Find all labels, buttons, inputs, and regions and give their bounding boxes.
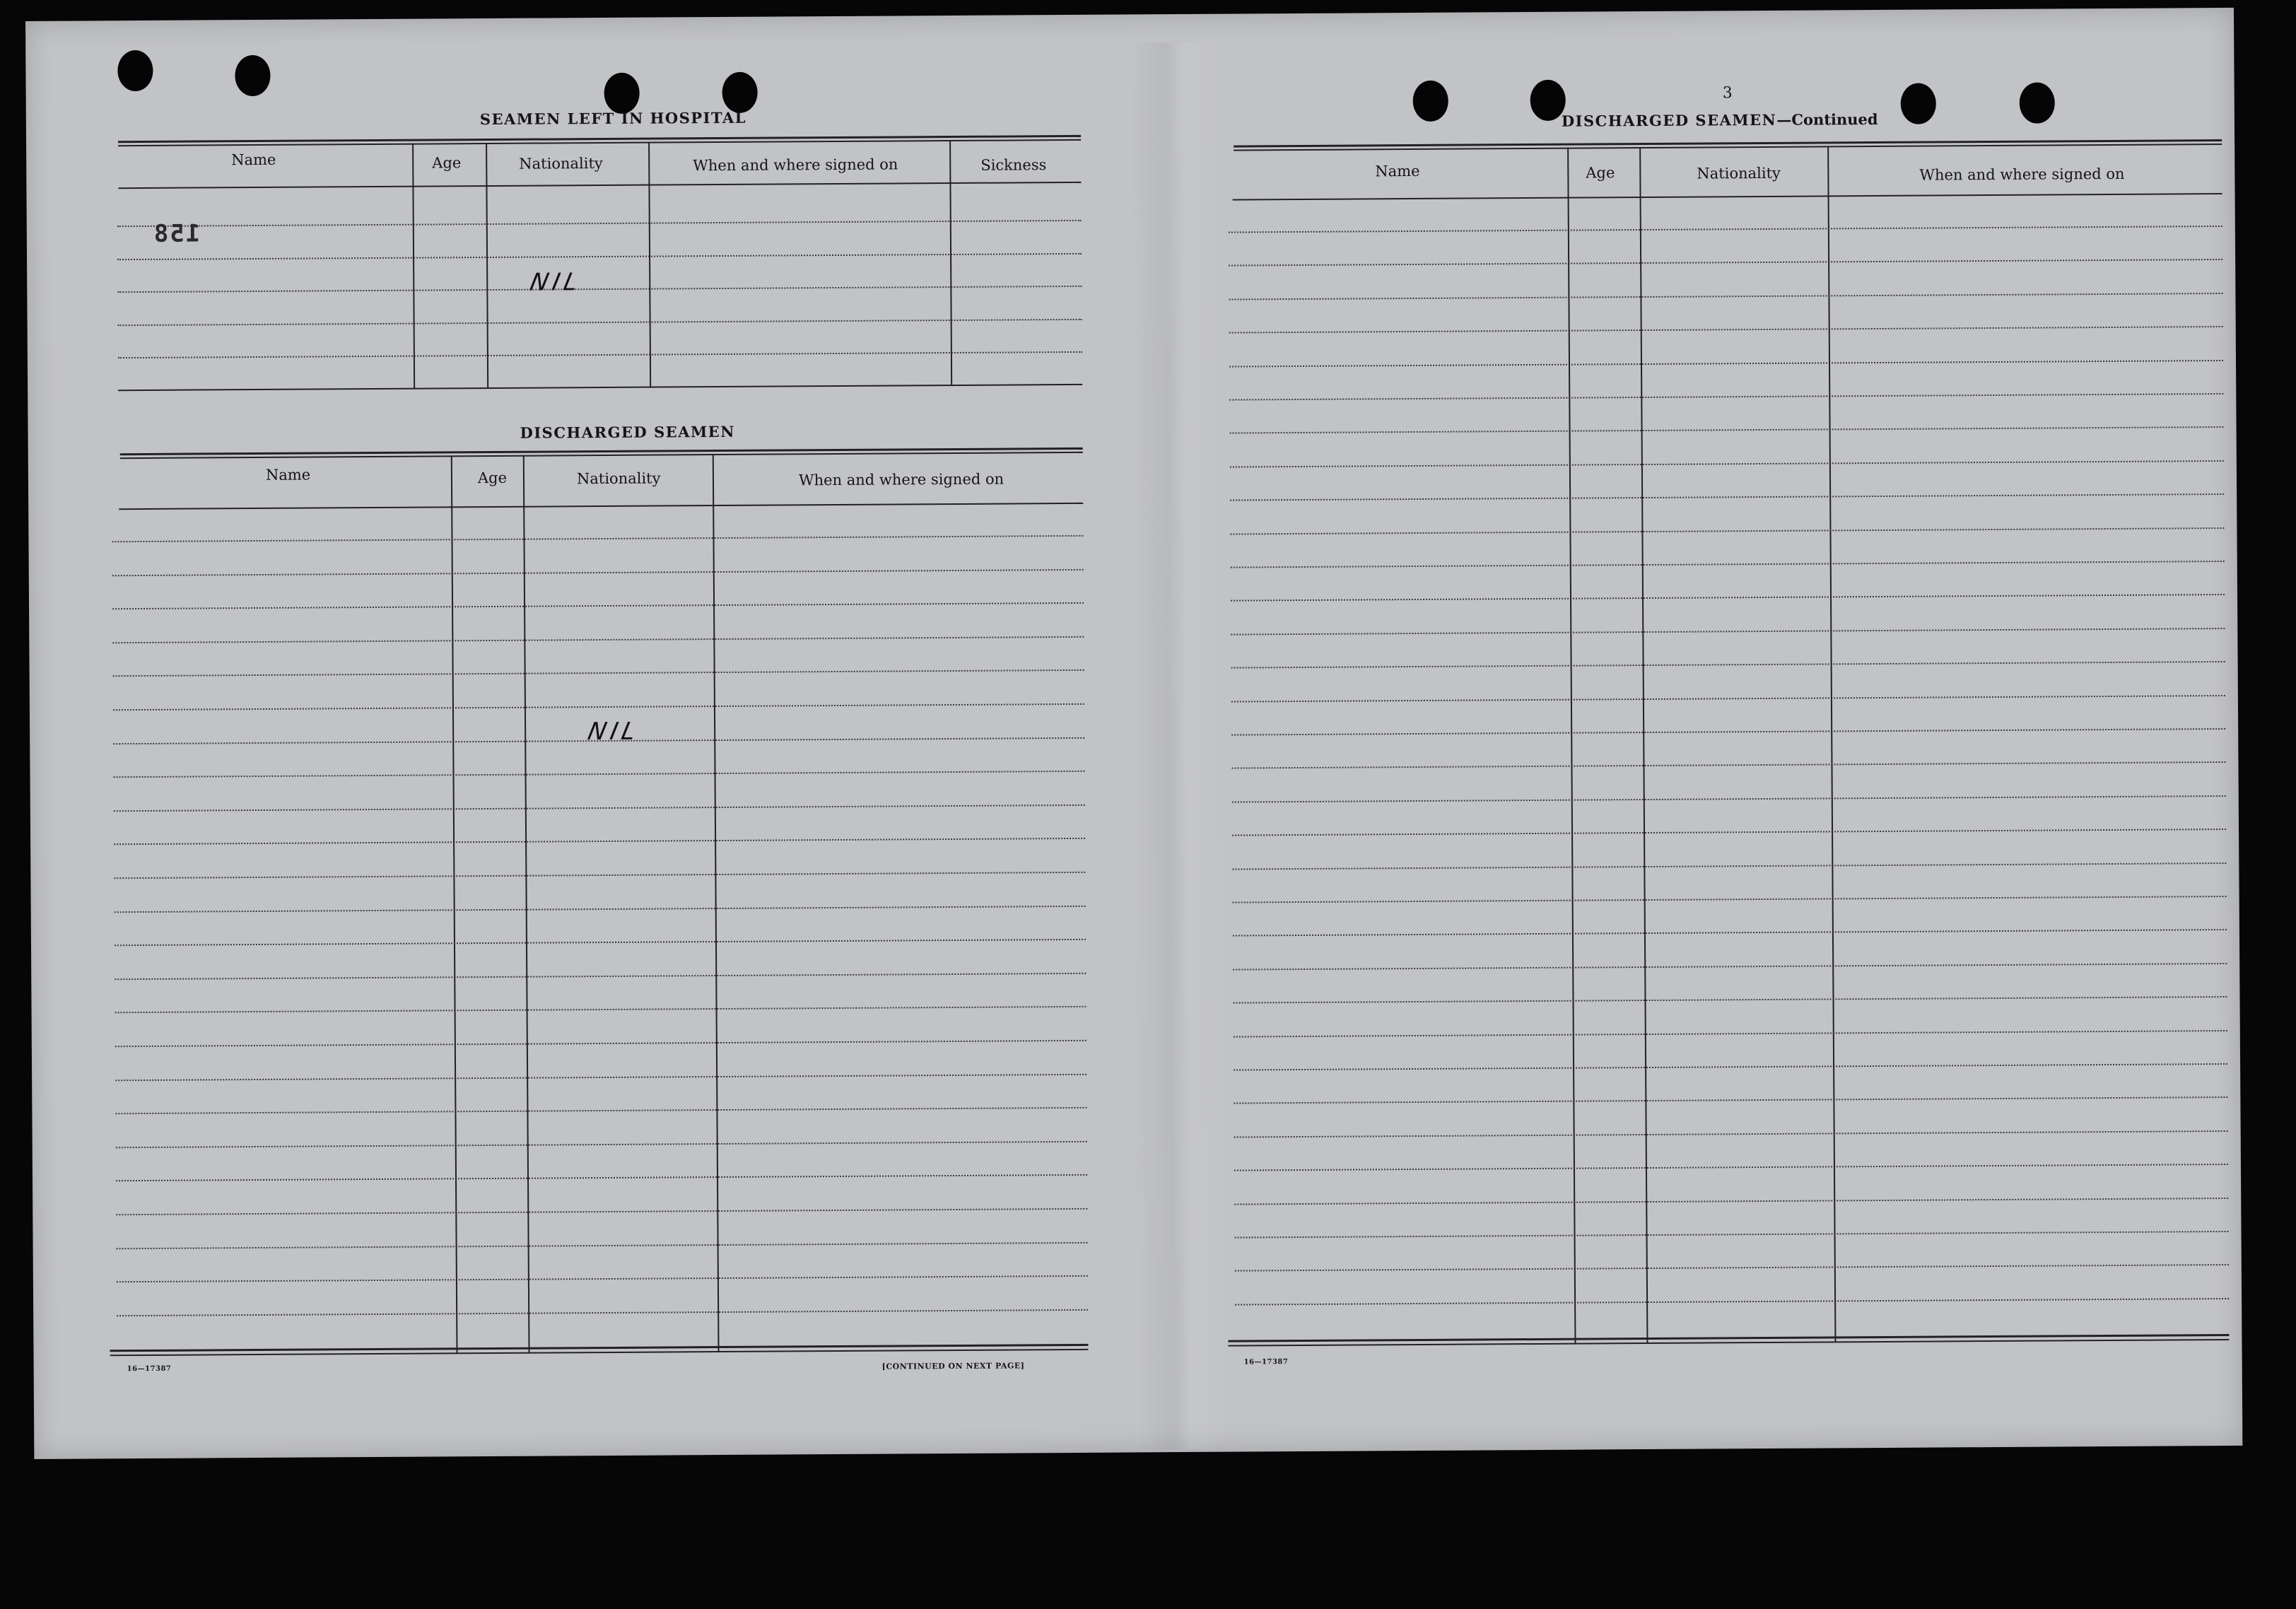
rule — [1233, 193, 2222, 201]
punch-hole — [604, 73, 639, 114]
rule — [119, 503, 1083, 510]
rule — [118, 384, 1082, 391]
punch-hole — [1413, 81, 1448, 122]
entry-line — [1230, 493, 2224, 501]
left-form-number: 16—17387 — [127, 1364, 172, 1374]
punch-hole — [1901, 83, 1936, 124]
punch-hole — [235, 55, 270, 96]
entry-line — [116, 1141, 1087, 1148]
column-rule — [949, 140, 952, 386]
right-col-signed-on: When and where signed on — [1919, 165, 2125, 184]
entry-line — [114, 771, 1085, 778]
continued-suffix: —Continued — [1776, 110, 1878, 129]
entry-line — [1232, 862, 2226, 870]
entry-line — [1234, 1063, 2227, 1071]
entry-line — [117, 1275, 1088, 1282]
discharged-entry-lines — [25, 8, 2234, 21]
entry-line — [1229, 393, 2223, 401]
left-page — [25, 8, 2234, 1374]
entry-line — [1232, 795, 2226, 803]
entry-line — [117, 1309, 1088, 1316]
right-col-name: Name — [1375, 162, 1420, 180]
discharged-continued-title-main: DISCHARGED SEAMEN — [1561, 110, 1777, 130]
entry-line — [113, 703, 1084, 710]
entry-line — [1229, 360, 2223, 368]
entry-line — [1229, 326, 2223, 334]
column-rule — [1827, 146, 1836, 1342]
entry-line — [118, 351, 1082, 358]
entry-line — [117, 1242, 1088, 1249]
entry-line — [1230, 460, 2224, 468]
column-rule — [523, 455, 530, 1353]
entry-line — [1233, 963, 2227, 971]
entry-line — [1235, 1264, 2229, 1272]
entry-line — [117, 220, 1082, 227]
column-rule — [451, 455, 458, 1353]
entry-line — [1231, 561, 2225, 568]
entry-line — [112, 569, 1084, 576]
hospital-col-signed-on: When and where signed on — [693, 156, 898, 175]
column-rule — [1639, 147, 1648, 1343]
punch-hole — [2020, 82, 2055, 123]
entry-line — [1234, 1164, 2228, 1171]
entry-line — [1230, 426, 2224, 434]
entry-line — [114, 872, 1085, 879]
entry-line — [1234, 1030, 2227, 1038]
hospital-col-name: Name — [231, 151, 276, 169]
hospital-nil-entry: NIL — [527, 268, 585, 297]
entry-line — [1229, 226, 2222, 233]
column-rule — [1567, 148, 1576, 1344]
entry-line — [1229, 259, 2222, 267]
entry-line — [118, 319, 1082, 326]
hospital-title: SEAMEN LEFT IN HOSPITAL — [479, 108, 747, 129]
page-fold — [1128, 42, 1229, 1450]
entry-line — [115, 1006, 1086, 1013]
discharged-col-name: Name — [265, 466, 311, 484]
entry-line — [1231, 628, 2225, 636]
entry-line — [117, 286, 1082, 293]
entry-line — [1235, 1298, 2229, 1306]
column-rule — [713, 454, 720, 1352]
discharged-col-signed-on: When and where signed on — [798, 470, 1004, 489]
hospital-col-sickness: Sickness — [980, 156, 1047, 174]
hospital-col-nationality: Nationality — [519, 155, 603, 172]
entry-line — [1233, 896, 2227, 903]
hospital-col-age: Age — [432, 154, 462, 172]
entry-line — [112, 535, 1083, 542]
entry-line — [114, 838, 1085, 845]
entry-line — [1231, 594, 2225, 602]
discharged-continued-title — [1562, 110, 1878, 130]
right-entry-lines — [25, 8, 2234, 21]
entry-line — [112, 636, 1084, 643]
column-rule — [486, 143, 488, 389]
entry-line — [112, 602, 1084, 609]
entry-line — [1235, 1231, 2229, 1239]
column-rule — [648, 142, 651, 388]
entry-line — [114, 804, 1085, 812]
entry-line — [115, 939, 1086, 946]
entry-line — [1231, 695, 2225, 703]
entry-line — [115, 1107, 1086, 1114]
right-col-age: Age — [1586, 164, 1615, 182]
entry-line — [1234, 996, 2227, 1004]
punch-hole — [1530, 80, 1566, 121]
entry-line — [113, 669, 1084, 677]
page-number: 3 — [1722, 84, 1733, 103]
entry-line — [1232, 829, 2226, 836]
entry-line — [1231, 761, 2225, 769]
entry-line — [1231, 728, 2225, 736]
entry-line — [115, 1074, 1086, 1081]
entry-line — [116, 1208, 1087, 1215]
entry-line — [116, 1174, 1087, 1181]
entry-line — [1231, 661, 2225, 669]
punch-hole — [722, 72, 757, 113]
entry-line — [115, 906, 1086, 913]
entry-line — [1234, 1096, 2227, 1104]
entry-line — [1230, 527, 2224, 535]
discharged-title: DISCHARGED SEAMEN — [520, 422, 736, 442]
document-sheet — [25, 8, 2242, 1459]
rule — [118, 182, 1081, 189]
right-col-nationality: Nationality — [1697, 164, 1781, 182]
punch-hole — [117, 50, 153, 91]
record-stamp: 158 — [152, 219, 201, 248]
entry-line — [1233, 929, 2227, 937]
entry-line — [115, 973, 1086, 980]
column-rule — [412, 144, 415, 390]
continued-note: [CONTINUED ON NEXT PAGE] — [882, 1361, 1025, 1371]
discharged-col-age: Age — [477, 469, 508, 487]
entry-line — [1234, 1130, 2228, 1138]
entry-line — [1229, 293, 2222, 300]
entry-line — [115, 1040, 1086, 1047]
entry-line — [117, 253, 1082, 260]
entry-line — [1234, 1198, 2228, 1205]
discharged-col-nationality: Nationality — [576, 469, 661, 488]
right-form-number: 16—17387 — [1243, 1358, 1289, 1367]
discharged-nil-entry: NIL — [585, 717, 643, 747]
